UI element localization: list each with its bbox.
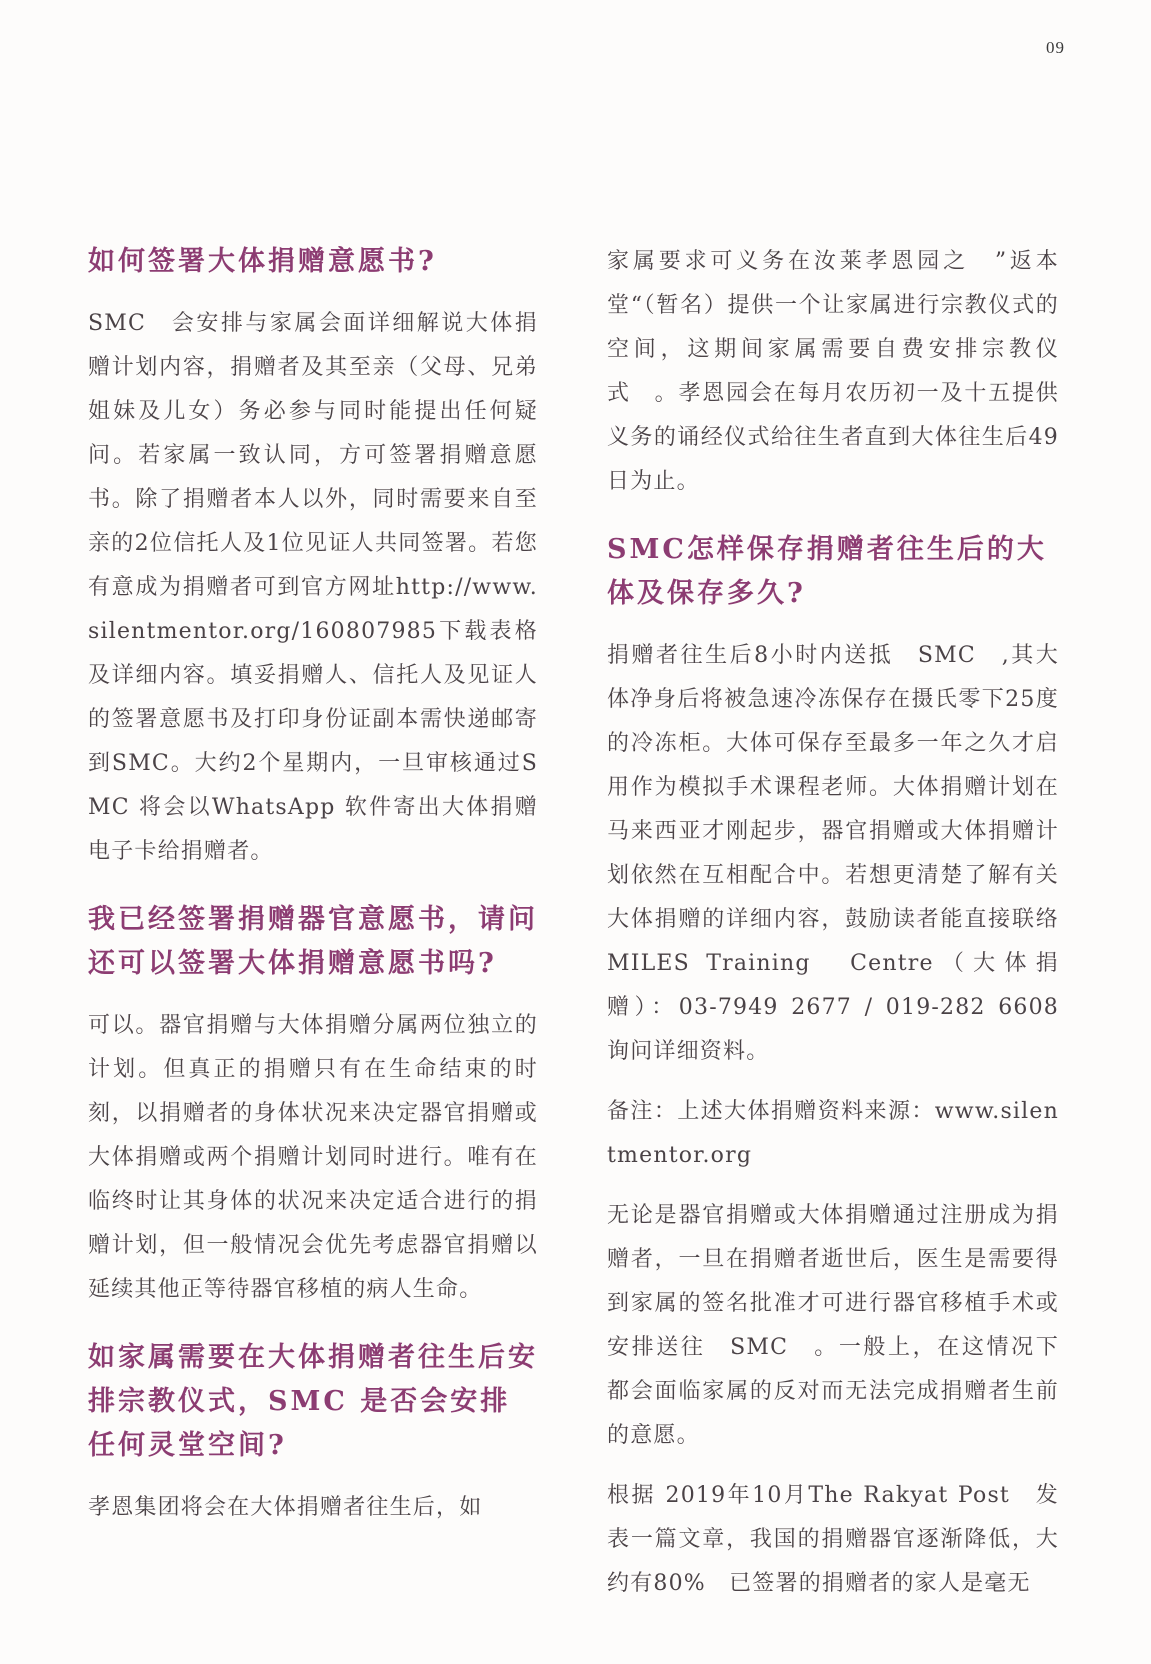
page-number: 09	[1046, 38, 1065, 57]
section-heading-organ-donor-question: 我已经签署捐赠器官意愿书，请问还可以签署大体捐赠意愿书吗?	[88, 904, 538, 979]
section-heading-preservation: SMC怎样保存捐赠者往生后的大体及保存多久?	[607, 534, 1047, 609]
section-body-preservation: 捐赠者往生后8小时内送抵 SMC ,其大体净身后将被急速冷冻保存在摄氏零下25度的冷冻柜。大体可保存至最多一年之久才启用作为模拟手术课程老师。大体捐赠计划在马来西亚才刚起步，器官捐赠或大体捐赠计划依然在互相配合中。若想更清楚了解有关大体捐赠的详细内容，鼓励读者能直接联络 MILES Training Centre（大体捐赠）：03-7949 2677 / 019-282 6608 询问详细资料。	[607, 643, 1059, 1064]
paragraph-ceremony-continued: 家属要求可义务在汝莱孝恩园之 ”返本堂“（暂名）提供一个让家属进行宗教仪式的空间，这期间家属需要自费安排宗教仪式 。孝恩园会在每月农历初一及十五提供义务的诵经仪式给往生者直到大体往生后49日为止。	[607, 249, 1059, 494]
right-column	[607, 240, 1059, 1606]
section-body-how-to-sign: SMC 会安排与家属会面详细解说大体捐赠计划内容，捐赠者及其至亲（父母、兄弟姐妹及儿女）务必参与同时能提出任何疑问。若家属一致认同，方可签署捐赠意愿书。除了捐赠者本人以外，同时需要来自至亲的2位信托人及1位见证人共同签署。若您有意成为捐赠者可到官方网址http://www.silentmentor.org/160807985下载表格及详细内容。填妥捐赠人、信托人及见证人的签署意愿书及打印身份证副本需快递邮寄到SMC。大约2个星期内，一旦审核通过SMC 将会以WhatsApp 软件寄出大体捐赠电子卡给捐赠者。	[88, 311, 538, 864]
section-body-organ-donor-question: 可以。器官捐赠与大体捐赠分属两位独立的计划。但真正的捐赠只有在生命结束的时刻，以捐赠者的身体状况来决定器官捐赠或大体捐赠或两个捐赠计划同时进行。唯有在临终时让其身体的状况来决定适合进行的捐赠计划，但一般情况会优先考虑器官捐赠以延续其他正等待器官移植的病人生命。	[88, 1013, 538, 1302]
source-note: 备注：上述大体捐赠资料来源：www.silentmentor.org	[607, 1099, 1059, 1168]
paragraph-family-consent: 无论是器官捐赠或大体捐赠通过注册成为捐赠者，一旦在捐赠者逝世后，医生是需要得到家属的签名批准才可进行器官移植手术或安排送往 SMC 。一般上，在这情况下都会面临家属的反对而无法完成捐赠者生前的意愿。	[607, 1203, 1059, 1448]
section-heading-religious-ceremony: 如家属需要在大体捐赠者往生后安排宗教仪式，SMC 是否会安排任何灵堂空间?	[88, 1342, 538, 1461]
section-heading-how-to-sign: 如何签署大体捐赠意愿书?	[88, 246, 437, 277]
left-column	[88, 240, 538, 1530]
section-body-religious-ceremony: 孝恩集团将会在大体捐赠者往生后，如	[88, 1495, 483, 1520]
paragraph-rakyat-post: 根据 2019年10月The Rakyat Post 发表一篇文章，我国的捐赠器官逐渐降低，大约有80% 已签署的捐赠者的家人是毫无	[607, 1483, 1059, 1596]
